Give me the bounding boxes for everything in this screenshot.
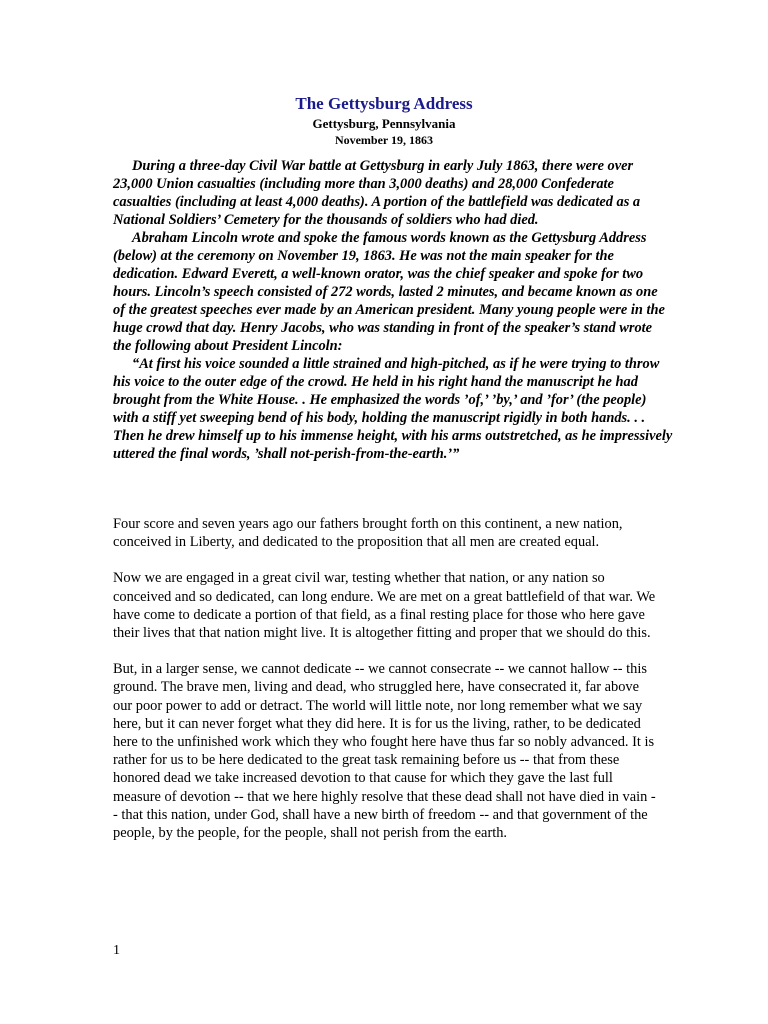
address-text xyxy=(113,515,658,860)
document-location: Gettysburg, Pennsylvania xyxy=(312,116,456,131)
address-paragraph: Now we are engaged in a great civil war, testing whether that nation, or any nation so conceived and so dedicated, can long endure. We are met on a great battlefield of that war. We have come to dedicate a portion of that field, as a final resting place for those who here gave their lives that that nation might live. It is altogether fitting and proper that we should do this. xyxy=(113,570,656,642)
address-paragraph: Four score and seven years ago our fathers brought forth on this continent, a new nation, conceived in Liberty, and dedicated to the proposition that all men are created equal. xyxy=(113,516,623,551)
document-title: The Gettysburg Address xyxy=(295,94,473,113)
intro-section xyxy=(113,157,673,463)
intro-paragraph: Abraham Lincoln wrote and spoke the famous words known as the Gettysburg Address (below) at the ceremony on November 19, 1863. He was not the main speaker for the dedication. Edward Everett, a well-known orator, was the chief speaker and spoke for two hours. Lincoln’s speech consisted of 272 words, lasted 2 minutes, and became known as one of the greatest speeches ever made by an American president. Many young people were in the huge crowd that day. Henry Jacobs, who was standing in front of the speaker’s stand wrote the following about President Lincoln: xyxy=(113,230,665,354)
jacobs-quote-paragraph: “At first his voice sounded a little strained and high-pitched, as if he were trying to throw his voice to the outer edge of the crowd. He held in his right hand the manuscript he had brought from the White House. . He emphasized the words ’of,’ ’by,’ and ’for’ (the people) with a stiff yet sweeping bend of his body, holding the manuscript rigidly in both hands. . . Then he drew himself up to his immense height, with his arms outstretched, as he impressively uttered the final words, ’shall not-perish-from-the-earth.’” xyxy=(113,356,673,462)
page-number: 1 xyxy=(113,943,120,958)
document-date: November 19, 1863 xyxy=(334,133,434,147)
address-paragraph: But, in a larger sense, we cannot dedicate -- we cannot consecrate -- we cannot hallow -- this ground. The brave men, living and dead, who struggled here, have consecrated it, far above our poor power to add or detract. The world will little note, nor long remember what we say here, but it can never forget what they did here. It is for us the living, rather, to be dedicated here to the unfinished work which they who fought here have thus far so nobly advanced. It is rather for us to be here dedicated to the great task remaining before us -- that from these honored dead we take increased devotion to that cause for which they gave the last full measure of devotion -- that we here highly resolve that these dead shall not have died in vain -- that this nation, under God, shall have a new birth of freedom -- and that government of the people, by the people, for the people, shall not perish from the earth. xyxy=(113,661,656,842)
intro-paragraph: During a three-day Civil War battle at Gettysburg in early July 1863, there were over 23,000 Union casualties (including more than 3,000 deaths) and 28,000 Confederate casualties (including at least 4,000 deaths). A portion of the battlefield was dedicated as a National Soldiers’ Cemetery for the thousands of soldiers who had died. xyxy=(113,158,641,228)
